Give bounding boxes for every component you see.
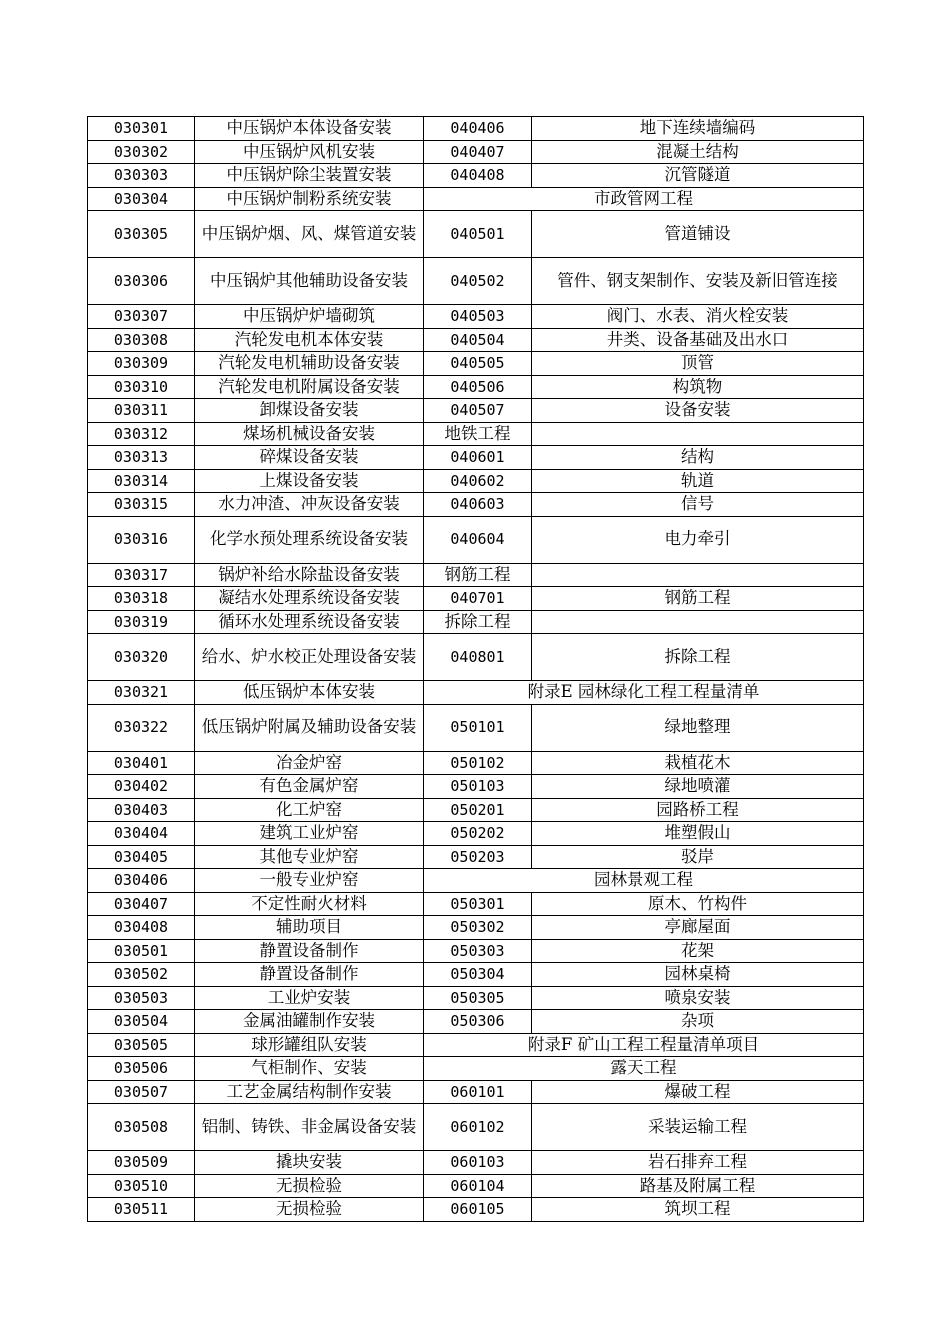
left-name-cell: 静置设备制作 — [195, 939, 424, 963]
left-code-cell: 030506 — [88, 1057, 195, 1081]
right-name-cell — [532, 563, 864, 587]
right-code-cell: 040505 — [424, 352, 532, 376]
right-name-cell: 拆除工程 — [532, 634, 864, 681]
table-row — [88, 117, 864, 141]
left-name-cell: 其他专业炉窑 — [195, 845, 424, 869]
table-row — [88, 845, 864, 869]
table-row — [88, 375, 864, 399]
right-name-cell: 管道铺设 — [532, 211, 864, 258]
table-row — [88, 258, 864, 305]
left-code-cell: 030305 — [88, 211, 195, 258]
right-name-cell: 园路桥工程 — [532, 798, 864, 822]
table-row — [88, 211, 864, 258]
left-code-cell: 030307 — [88, 305, 195, 329]
left-name-cell: 中压锅炉炉墙砌筑 — [195, 305, 424, 329]
right-code-cell: 040503 — [424, 305, 532, 329]
left-name-cell: 金属油罐制作安装 — [195, 1010, 424, 1034]
right-name-cell: 信号 — [532, 493, 864, 517]
table-row — [88, 305, 864, 329]
right-code-cell: 060102 — [424, 1104, 532, 1151]
left-name-cell: 汽轮发电机本体安装 — [195, 328, 424, 352]
table-row — [88, 986, 864, 1010]
right-name-cell: 岩石排弃工程 — [532, 1151, 864, 1175]
right-code-cell: 040507 — [424, 399, 532, 423]
table-row — [88, 1057, 864, 1081]
left-code-cell: 030301 — [88, 117, 195, 141]
table-row — [88, 399, 864, 423]
right-code-cell: 050302 — [424, 916, 532, 940]
left-name-cell: 铝制、铸铁、非金属设备安装 — [195, 1104, 424, 1151]
left-code-cell: 030402 — [88, 775, 195, 799]
left-code-cell: 030407 — [88, 892, 195, 916]
left-name-cell: 低压锅炉本体安装 — [195, 681, 424, 705]
right-name-cell: 花架 — [532, 939, 864, 963]
left-name-cell: 有色金属炉窑 — [195, 775, 424, 799]
table-row — [88, 352, 864, 376]
left-code-cell: 030312 — [88, 422, 195, 446]
left-code-cell: 030505 — [88, 1033, 195, 1057]
right-name-cell: 园林桌椅 — [532, 963, 864, 987]
left-name-cell: 上煤设备安装 — [195, 469, 424, 493]
left-name-cell: 中压锅炉风机安装 — [195, 140, 424, 164]
right-name-cell: 驳岸 — [532, 845, 864, 869]
left-code-cell: 030311 — [88, 399, 195, 423]
left-code-cell: 030401 — [88, 751, 195, 775]
table-row — [88, 187, 864, 211]
right-name-cell — [532, 422, 864, 446]
table-row — [88, 939, 864, 963]
table-row — [88, 751, 864, 775]
section-heading-cell: 露天工程 — [424, 1057, 864, 1081]
section-heading-cell: 附录E 园林绿化工程工程量清单 — [424, 681, 864, 705]
right-name-cell: 亭廊屋面 — [532, 916, 864, 940]
left-name-cell: 化学水预处理系统设备安装 — [195, 516, 424, 563]
left-name-cell: 不定性耐火材料 — [195, 892, 424, 916]
right-code-cell: 040502 — [424, 258, 532, 305]
right-name-cell: 爆破工程 — [532, 1080, 864, 1104]
left-name-cell: 煤场机械设备安装 — [195, 422, 424, 446]
table-row — [88, 916, 864, 940]
left-code-cell: 030315 — [88, 493, 195, 517]
section-heading-cell: 附录F 矿山工程工程量清单项目 — [424, 1033, 864, 1057]
table-row — [88, 1080, 864, 1104]
right-name-cell: 沉管隧道 — [532, 164, 864, 188]
left-name-cell: 低压锅炉附属及辅助设备安装 — [195, 704, 424, 751]
right-code-cell: 050203 — [424, 845, 532, 869]
table-row — [88, 1198, 864, 1222]
right-name-cell: 堆塑假山 — [532, 822, 864, 846]
table-row — [88, 1151, 864, 1175]
section-heading-cell: 市政管网工程 — [424, 187, 864, 211]
left-name-cell: 循环水处理系统设备安装 — [195, 610, 424, 634]
table-row — [88, 610, 864, 634]
table-row — [88, 1174, 864, 1198]
left-name-cell: 球形罐组队安装 — [195, 1033, 424, 1057]
table-row — [88, 469, 864, 493]
right-name-cell: 栽植花木 — [532, 751, 864, 775]
table-row — [88, 892, 864, 916]
right-code-cell: 040506 — [424, 375, 532, 399]
right-name-cell: 顶管 — [532, 352, 864, 376]
section-label-cell: 地铁工程 — [424, 422, 532, 446]
right-code-cell: 040501 — [424, 211, 532, 258]
left-name-cell: 气柜制作、安装 — [195, 1057, 424, 1081]
left-name-cell: 锅炉补给水除盐设备安装 — [195, 563, 424, 587]
left-name-cell: 无损检验 — [195, 1174, 424, 1198]
right-code-cell: 050301 — [424, 892, 532, 916]
table-row — [88, 634, 864, 681]
right-name-cell: 管件、钢支架制作、安装及新旧管连接 — [532, 258, 864, 305]
table-row — [88, 493, 864, 517]
left-code-cell: 030508 — [88, 1104, 195, 1151]
left-code-cell: 030503 — [88, 986, 195, 1010]
right-name-cell: 钢筋工程 — [532, 587, 864, 611]
right-code-cell: 040406 — [424, 117, 532, 141]
right-code-cell: 050101 — [424, 704, 532, 751]
left-code-cell: 030511 — [88, 1198, 195, 1222]
right-code-cell: 040801 — [424, 634, 532, 681]
left-name-cell: 碎煤设备安装 — [195, 446, 424, 470]
left-name-cell: 一般专业炉窑 — [195, 869, 424, 893]
left-name-cell: 工艺金属结构制作安装 — [195, 1080, 424, 1104]
left-name-cell: 静置设备制作 — [195, 963, 424, 987]
right-name-cell: 混凝土结构 — [532, 140, 864, 164]
left-name-cell: 撬块安装 — [195, 1151, 424, 1175]
right-code-cell: 050305 — [424, 986, 532, 1010]
right-name-cell: 杂项 — [532, 1010, 864, 1034]
left-code-cell: 030404 — [88, 822, 195, 846]
left-name-cell: 给水、炉水校正处理设备安装 — [195, 634, 424, 681]
right-code-cell: 050103 — [424, 775, 532, 799]
left-code-cell: 030403 — [88, 798, 195, 822]
left-name-cell: 汽轮发电机辅助设备安装 — [195, 352, 424, 376]
right-code-cell: 060104 — [424, 1174, 532, 1198]
table-row — [88, 563, 864, 587]
left-code-cell: 030510 — [88, 1174, 195, 1198]
left-code-cell: 030321 — [88, 681, 195, 705]
left-code-cell: 030303 — [88, 164, 195, 188]
table-row — [88, 1010, 864, 1034]
right-code-cell: 040602 — [424, 469, 532, 493]
table-row — [88, 328, 864, 352]
left-code-cell: 030504 — [88, 1010, 195, 1034]
left-name-cell: 卸煤设备安装 — [195, 399, 424, 423]
right-name-cell: 地下连续墙编码 — [532, 117, 864, 141]
left-code-cell: 030405 — [88, 845, 195, 869]
right-code-cell: 050202 — [424, 822, 532, 846]
left-code-cell: 030501 — [88, 939, 195, 963]
left-name-cell: 水力冲渣、冲灰设备安装 — [195, 493, 424, 517]
right-name-cell: 原木、竹构件 — [532, 892, 864, 916]
right-name-cell: 采装运输工程 — [532, 1104, 864, 1151]
right-code-cell: 040701 — [424, 587, 532, 611]
left-name-cell: 冶金炉窑 — [195, 751, 424, 775]
table-row — [88, 704, 864, 751]
right-code-cell: 040504 — [424, 328, 532, 352]
table-row — [88, 164, 864, 188]
left-code-cell: 030316 — [88, 516, 195, 563]
section-heading-cell: 园林景观工程 — [424, 869, 864, 893]
right-name-cell: 构筑物 — [532, 375, 864, 399]
section-label-cell: 钢筋工程 — [424, 563, 532, 587]
table-body — [88, 117, 864, 1222]
left-name-cell: 中压锅炉除尘装置安装 — [195, 164, 424, 188]
left-code-cell: 030318 — [88, 587, 195, 611]
right-code-cell: 040407 — [424, 140, 532, 164]
project-code-table — [87, 116, 864, 1222]
left-name-cell: 工业炉安装 — [195, 986, 424, 1010]
right-code-cell: 040408 — [424, 164, 532, 188]
left-code-cell: 030309 — [88, 352, 195, 376]
right-name-cell: 结构 — [532, 446, 864, 470]
left-name-cell: 汽轮发电机附属设备安装 — [195, 375, 424, 399]
right-name-cell — [532, 610, 864, 634]
left-code-cell: 030319 — [88, 610, 195, 634]
left-code-cell: 030310 — [88, 375, 195, 399]
left-code-cell: 030322 — [88, 704, 195, 751]
right-name-cell: 绿地喷灌 — [532, 775, 864, 799]
right-code-cell: 050201 — [424, 798, 532, 822]
table-row — [88, 869, 864, 893]
left-name-cell: 中压锅炉烟、风、煤管道安装 — [195, 211, 424, 258]
table-row — [88, 775, 864, 799]
left-name-cell: 凝结水处理系统设备安装 — [195, 587, 424, 611]
left-code-cell: 030313 — [88, 446, 195, 470]
right-code-cell: 050303 — [424, 939, 532, 963]
table-row — [88, 1033, 864, 1057]
left-name-cell: 中压锅炉其他辅助设备安装 — [195, 258, 424, 305]
table-row — [88, 798, 864, 822]
left-code-cell: 030306 — [88, 258, 195, 305]
left-code-cell: 030406 — [88, 869, 195, 893]
left-name-cell: 中压锅炉本体设备安装 — [195, 117, 424, 141]
left-code-cell: 030502 — [88, 963, 195, 987]
right-name-cell: 井类、设备基础及出水口 — [532, 328, 864, 352]
right-name-cell: 阀门、水表、消火栓安装 — [532, 305, 864, 329]
left-code-cell: 030314 — [88, 469, 195, 493]
right-code-cell: 040601 — [424, 446, 532, 470]
left-name-cell: 无损检验 — [195, 1198, 424, 1222]
right-code-cell: 060103 — [424, 1151, 532, 1175]
table-row — [88, 963, 864, 987]
right-code-cell: 050306 — [424, 1010, 532, 1034]
right-name-cell: 喷泉安装 — [532, 986, 864, 1010]
left-code-cell: 030509 — [88, 1151, 195, 1175]
left-code-cell: 030308 — [88, 328, 195, 352]
right-code-cell: 050304 — [424, 963, 532, 987]
left-name-cell: 建筑工业炉窑 — [195, 822, 424, 846]
right-code-cell: 050102 — [424, 751, 532, 775]
table-row — [88, 446, 864, 470]
right-name-cell: 电力牵引 — [532, 516, 864, 563]
right-name-cell: 轨道 — [532, 469, 864, 493]
table-row — [88, 587, 864, 611]
table-row — [88, 140, 864, 164]
table-row — [88, 822, 864, 846]
left-code-cell: 030408 — [88, 916, 195, 940]
right-name-cell: 筑坝工程 — [532, 1198, 864, 1222]
left-name-cell: 化工炉窑 — [195, 798, 424, 822]
left-name-cell: 中压锅炉制粉系统安装 — [195, 187, 424, 211]
table-row — [88, 516, 864, 563]
right-code-cell: 060105 — [424, 1198, 532, 1222]
left-code-cell: 030320 — [88, 634, 195, 681]
table-row — [88, 681, 864, 705]
right-code-cell: 060101 — [424, 1080, 532, 1104]
table-row — [88, 422, 864, 446]
right-name-cell: 绿地整理 — [532, 704, 864, 751]
right-code-cell: 040604 — [424, 516, 532, 563]
left-code-cell: 030302 — [88, 140, 195, 164]
left-code-cell: 030317 — [88, 563, 195, 587]
table-row — [88, 1104, 864, 1151]
right-code-cell: 040603 — [424, 493, 532, 517]
left-name-cell: 辅助项目 — [195, 916, 424, 940]
right-name-cell: 路基及附属工程 — [532, 1174, 864, 1198]
left-code-cell: 030304 — [88, 187, 195, 211]
section-label-cell: 拆除工程 — [424, 610, 532, 634]
left-code-cell: 030507 — [88, 1080, 195, 1104]
right-name-cell: 设备安装 — [532, 399, 864, 423]
